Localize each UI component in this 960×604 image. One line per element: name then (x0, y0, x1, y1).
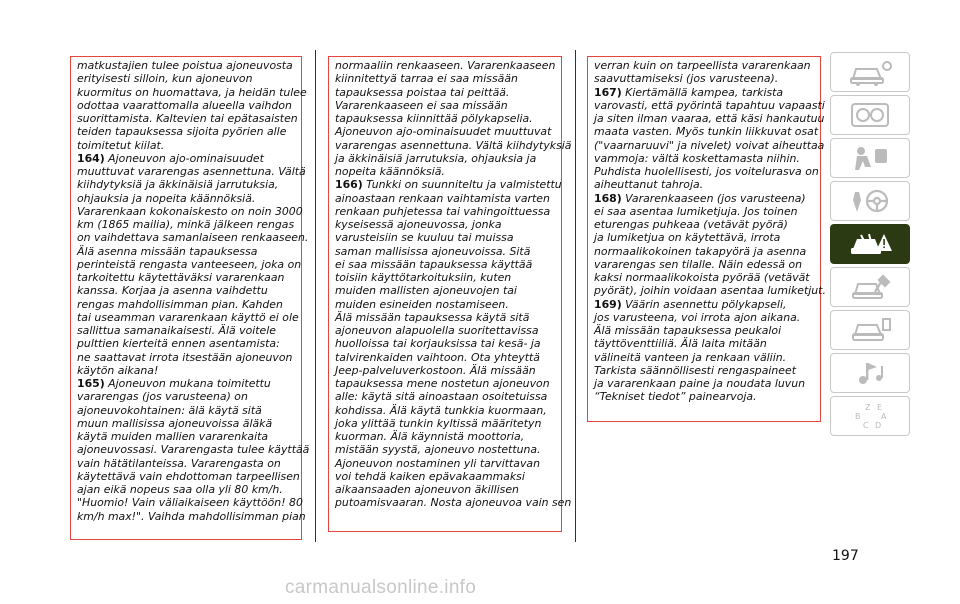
line-text: maata vasten. Myös tunkin liikkuvat osat (594, 125, 819, 139)
svg-text:B: B (855, 412, 861, 421)
text-line (335, 457, 561, 470)
text-line (594, 245, 820, 258)
text-line (77, 364, 301, 377)
text-line (77, 152, 301, 165)
text-line (77, 417, 301, 430)
line-text: aiheuttanut tahroja. (594, 178, 704, 192)
text-line (77, 404, 301, 417)
line-text: vammoja: vältä koskettamasta niihin. (594, 151, 800, 165)
warning-number: 164) (77, 151, 105, 165)
line-text: kyseisessä ajoneuvossa, jonka (335, 218, 502, 231)
text-line (77, 258, 301, 271)
line-text: ne saattavat irrota itsestään ajoneuvon (77, 350, 293, 364)
text-line (77, 59, 301, 72)
index-icon (847, 401, 893, 431)
text-line (594, 205, 820, 218)
text-line (77, 125, 301, 138)
line-text: muiden esineiden nostamiseen. (335, 297, 509, 311)
line-text: Vararenkaaseen ei saa missään (335, 98, 508, 112)
line-text: välineitä vanteen ja renkaan väliin. (594, 350, 787, 364)
text-line (335, 496, 572, 510)
text-line (335, 284, 561, 297)
column-3 (587, 56, 826, 422)
line-text: kiihdytyksiä ja äkkinäisiä jarrutuksia, (77, 178, 279, 192)
tab-safety[interactable] (830, 138, 910, 178)
text-line (77, 192, 301, 205)
text-line (335, 178, 561, 191)
text-line (594, 390, 820, 403)
line-text: Vararenkaan kokonaiskesto on noin 3000 (77, 204, 303, 218)
text-line (335, 271, 561, 284)
text-line (77, 271, 301, 284)
line-text: ohjauksia ja nopeita käännöksiä. (77, 191, 256, 205)
warning-number: 165) (77, 377, 105, 390)
line-text: Jeep-palveluverkostoon. Älä missään (335, 363, 536, 377)
starting-driving-icon (847, 186, 893, 216)
line-text: Älä asenna missään tapauksessa (77, 244, 258, 258)
text-line (594, 72, 820, 85)
text-line (335, 59, 561, 72)
line-text: kanssa. Korjaa ja asenna vaihdettu (77, 284, 268, 298)
tab-starting-driving[interactable] (830, 181, 910, 221)
text-line (594, 152, 820, 165)
text-line (594, 192, 820, 205)
line-text: verran kuin on tarpeellista vararenkaan (594, 59, 811, 72)
line-text: eturengas puhkeaa (vetävät pyörä) (594, 218, 788, 231)
line-text: käytön aikana! (77, 363, 159, 377)
line-text: huolloissa tai korjauksissa tai kesä- ja (335, 337, 541, 351)
text-line (335, 112, 561, 125)
line-text: pulttien kierteitä ennen asentamista: (77, 337, 280, 351)
watermark: carmanualsonline.info (285, 577, 477, 598)
text-line (594, 59, 820, 72)
text-line (335, 99, 561, 112)
line-text: odottaa vaarattomalla alueella vaihdon (77, 98, 292, 112)
line-text: aikaansaaden ajoneuvon äkillisen (335, 483, 519, 496)
line-text: täyttöventtiiliä. Älä laita mitään (594, 337, 767, 351)
line-text: ("vaarnaruuvi" ja nivelet) voivat aiheuttaa (594, 138, 825, 152)
text-line (77, 390, 301, 403)
line-text: kohdissa. Älä käytä tunkkia kuormaan, (335, 403, 547, 417)
line-text: tapauksessa mene nostetun ajoneuvon (335, 377, 550, 390)
text-line (335, 390, 561, 403)
text-line (594, 231, 820, 244)
text-line (77, 165, 306, 178)
line-text: putoamisvaaran. Nosta ajoneuvoa vain sen (335, 496, 572, 510)
line-text: Tunkki on suunniteltu ja valmistettu (362, 178, 562, 192)
line-text: rengas mahdollisimman pian. Kahden (77, 297, 283, 311)
line-text: Väärin asennettu pölykapseli, (621, 297, 787, 311)
line-text: kuorman. Älä käynnistä moottoria, (335, 430, 525, 443)
text-line (77, 351, 301, 364)
text-line (594, 178, 820, 191)
line-text: on vaihdettava samanlaiseen renkaaseen. (77, 231, 309, 245)
svg-text:Z: Z (865, 403, 871, 412)
maintenance-icon (847, 272, 893, 302)
line-text: km/h max!". Vaihda mahdollisimman pian (77, 509, 306, 523)
text-line (335, 125, 561, 138)
text-line (594, 125, 820, 138)
text-line (335, 324, 561, 337)
line-text: tapauksessa kiinnittää pölykapselia. (335, 112, 533, 125)
text-line (77, 470, 301, 483)
line-text: vararengas (jos varusteena) on (77, 390, 248, 404)
line-text: käytettävä vain ehdottoman tarpeellisen (77, 469, 300, 483)
text-line (335, 258, 561, 271)
line-text: varovasti, että pyörintä tapahtuu vapaasti (594, 98, 825, 112)
tab-index[interactable] (830, 396, 910, 436)
line-text: Älä missään tapauksessa käytä sitä (335, 310, 530, 324)
line-text: saavuttamiseksi (jos varusteena). (594, 72, 779, 86)
dashboard-icon (847, 100, 893, 130)
line-text: vararengas sen tilalle. Näin edessä on (594, 257, 803, 271)
text-line (594, 324, 820, 337)
text-line (335, 231, 561, 244)
column-2 (328, 56, 572, 532)
line-text: vain hätätilanteissa. Vararengasta on (77, 456, 281, 470)
line-text: varusteisiin se kuuluu tai muissa (335, 231, 514, 245)
text-line (335, 152, 561, 165)
text-line (594, 98, 825, 112)
line-text: ja siten ilman vaaraa, että käsi hankautuu (594, 112, 825, 125)
line-text: teiden tapauksessa sijoita pyörien alle (77, 125, 287, 139)
page-number: 197 (832, 548, 859, 564)
text-line (594, 351, 820, 364)
line-text: saman mallisissa ajoneuvoissa. Sitä (335, 244, 531, 258)
text-line (77, 457, 301, 470)
text-line (594, 86, 820, 99)
text-line (594, 377, 820, 390)
line-text: Älä missään tapauksessa peukaloi (594, 324, 782, 337)
text-line (77, 509, 306, 523)
text-line (335, 165, 561, 178)
text-line (335, 245, 561, 258)
line-text: nopeita käännöksiä. (335, 165, 445, 178)
line-text: perinteistä rengasta vanteeseen, joka on (77, 257, 302, 271)
line-text: Kiertämällä kampea, tarkista (621, 85, 784, 99)
text-line (594, 165, 820, 178)
text-line (594, 311, 820, 324)
column-divider (315, 50, 316, 542)
line-text: ja lumiketjua on käytettävä, irrota (594, 231, 781, 245)
line-text: Ajoneuvon nostaminen yli tarvittavan (335, 456, 540, 470)
line-text: jos varusteena, voi irrota ajon aikana. (594, 310, 801, 324)
text-line (77, 430, 301, 443)
warning-number: 166) (335, 178, 363, 192)
text-line (594, 298, 820, 311)
text-line (335, 337, 561, 350)
line-text: alle: käytä sitä ainoastaan osoitetuissa (335, 390, 548, 404)
text-line (77, 311, 301, 324)
line-text: Puhdista huolellisesti, jos voitelurasva on (594, 165, 819, 178)
chapter-tabs (830, 52, 910, 439)
line-text: normaaliin renkaaseen. Vararenkaaseen (335, 59, 556, 72)
line-text: Ajoneuvon ajo-ominaisuudet muuttuvat (335, 125, 552, 139)
text-line (335, 470, 561, 483)
line-text: muiden mallisten ajoneuvojen tai (335, 284, 517, 298)
line-text: toisiin käyttötarkoituksiin, kuten (335, 271, 512, 284)
text-line (594, 271, 820, 284)
line-text: km (1865 mailia), minkä jälkeen rengas (77, 218, 295, 231)
line-text: sallittua samanaikaisesti. Älä voitele (77, 324, 276, 337)
line-text: ei saa asentaa lumiketjuja. Jos toinen (594, 204, 798, 218)
text-line (77, 337, 301, 350)
text-line (335, 205, 561, 218)
line-text: Ajoneuvon mukana toimitettu (104, 377, 271, 390)
text-line (77, 284, 301, 297)
text-line (335, 443, 561, 456)
text-line (335, 417, 561, 430)
line-text: Tarkista säännöllisesti rengaspaineet (594, 363, 796, 377)
svg-text:A: A (881, 412, 887, 421)
line-text: ainoastaan renkaan vaihtamista varten (335, 191, 550, 205)
line-text: vararengas asennettuna. Vältä kiihdytyksiä (335, 138, 572, 152)
line-text: “Tekniset tiedot” painearvoja. (594, 390, 757, 404)
line-text: ja äkkinäisiä jarrutuksia, ohjauksia ja (335, 151, 537, 165)
text-line (77, 324, 301, 337)
warning-number: 169) (594, 297, 622, 311)
text-line (594, 218, 820, 231)
line-text: ajoneuvon alapuolella suoritettavissa (335, 324, 539, 337)
emergency-icon (847, 229, 893, 259)
line-text: renkaan puhjetessa tai vahingoittuessa (335, 204, 551, 218)
line-text: matkustajien tulee poistua ajoneuvosta (77, 59, 293, 72)
text-line (335, 298, 561, 311)
warning-number: 167) (594, 85, 622, 99)
text-line (335, 72, 561, 85)
text-line (77, 483, 301, 496)
tab-multimedia[interactable] (830, 353, 910, 393)
text-line (77, 85, 307, 99)
text-line (77, 72, 301, 85)
car-info-icon (847, 57, 893, 87)
tech-specs-icon (847, 315, 893, 345)
text-line (77, 139, 301, 152)
text-line (77, 218, 301, 231)
line-text: tarkoitettu käytettäväksi vararenkaan (77, 271, 285, 284)
svg-text:E: E (877, 403, 883, 412)
text-line (335, 311, 561, 324)
text-line (594, 337, 820, 350)
line-text: ajan eikä nopeus saa olla yli 80 km/h. (77, 483, 283, 496)
text-line (335, 138, 572, 152)
text-line (594, 112, 825, 125)
line-text: ja vararenkaan paine ja noudata luvun (594, 377, 806, 390)
line-text: tapauksessa poistaa tai peittää. (335, 85, 510, 99)
line-text: suorittamista. Kaltevien tai epätasaisten (77, 112, 298, 125)
line-text: kiinnitettyä tarraa ei saa missään (335, 72, 518, 86)
safety-icon (847, 143, 893, 173)
tab-maintenance[interactable] (830, 267, 910, 307)
line-text: tai useamman vararenkaan käyttö ei ole (77, 310, 299, 324)
text-line (335, 483, 561, 496)
line-text: mistään syystä, ajoneuvo nostettuna. (335, 443, 541, 457)
text-line (335, 86, 561, 99)
tab-tech-specs[interactable] (830, 310, 910, 350)
tab-car-info[interactable] (830, 52, 910, 92)
text-line (77, 178, 301, 191)
text-line (77, 99, 301, 112)
line-text: erityisesti silloin, kun ajoneuvon (77, 72, 253, 86)
line-text: pyörät), joihin voidaan asentaa lumiketjut. (594, 284, 826, 298)
line-text: ajoneuvokohtainen: älä käytä sitä (77, 403, 262, 417)
line-text: ajoneuvossasi. Vararengasta tulee käyttää (77, 443, 310, 457)
text-line (594, 364, 820, 377)
text-line (335, 430, 561, 443)
column-divider (575, 50, 576, 542)
line-text: kuormitus on huomattava, ja heidän tulee (77, 85, 307, 99)
line-text: joka ylittää tunkin kyltissä määritetyn (335, 416, 542, 430)
text-line (335, 404, 561, 417)
text-line (77, 231, 309, 245)
text-line (335, 364, 561, 377)
text-line (77, 245, 301, 258)
text-line (77, 112, 301, 125)
line-text: normaalikokoinen takapyörä ja asenna (594, 244, 807, 258)
line-text: kaksi normaalikokoista pyörää (vetävät (594, 271, 810, 284)
text-line (77, 298, 301, 311)
line-text: ei saa missään tapauksessa käyttää (335, 257, 533, 271)
line-text: muun mallisissa ajoneuvoissa äläkä (77, 416, 273, 430)
line-text: Ajoneuvon ajo-ominaisuudet (104, 151, 264, 165)
tab-emergency[interactable] (830, 224, 910, 264)
text-line (77, 205, 301, 218)
line-text: talvirenkaiden vaihtoon. Ota yhteyttä (335, 350, 540, 364)
text-line (594, 258, 820, 271)
text-line (77, 377, 301, 390)
column-1 (70, 56, 310, 540)
line-text: voi tehdä kaiken epävakaammaksi (335, 469, 525, 483)
text-line (594, 138, 825, 152)
warning-number: 168) (594, 191, 622, 205)
text-line (77, 443, 310, 457)
line-text: muuttuvat vararengas asennettuna. Vältä (77, 165, 306, 178)
text-line (335, 218, 561, 231)
line-text: toimitetut kiilat. (77, 138, 165, 152)
text-line (594, 284, 826, 298)
text-line (335, 192, 561, 205)
text-line (335, 377, 561, 390)
svg-text:C: C (863, 421, 869, 430)
svg-text:D: D (875, 421, 882, 430)
text-line (335, 351, 561, 364)
text-line (77, 496, 301, 509)
multimedia-icon (847, 358, 893, 388)
line-text: "Huomio! Vain väliaikaiseen käyttöön! 80 (77, 496, 303, 510)
tab-dashboard[interactable] (830, 95, 910, 135)
line-text: käytä muiden mallien vararenkaita (77, 430, 269, 443)
line-text: Vararenkaaseen (jos varusteena) (621, 191, 806, 205)
